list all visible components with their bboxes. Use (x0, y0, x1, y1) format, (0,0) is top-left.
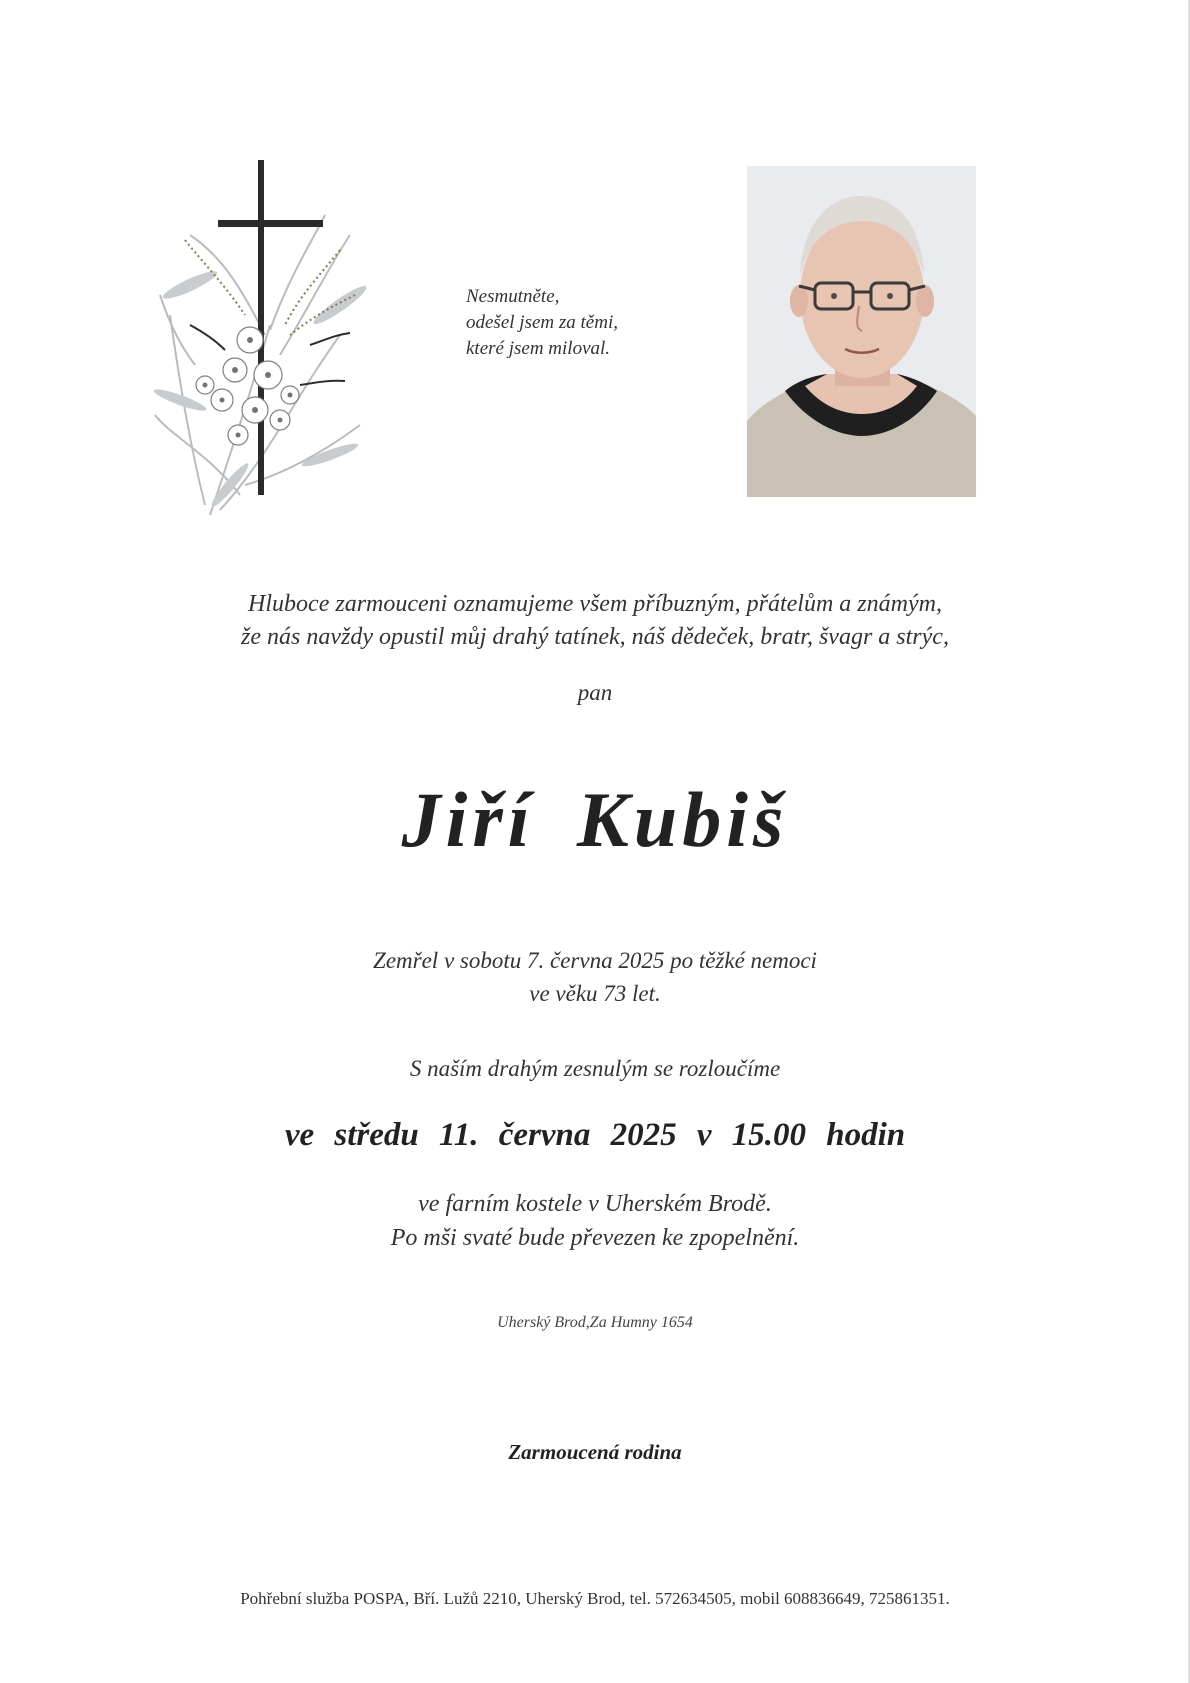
deceased-name: Jiří Kubiš (401, 776, 789, 863)
poem-line-3: které jsem miloval. (466, 338, 611, 359)
announcement-text (0, 588, 1190, 654)
poem-line-1: Nesmutněte, (466, 286, 560, 307)
salutation: pan (577, 680, 613, 705)
ceremony-datetime: ve středu 11. června 2025 v 15.00 hodin (284, 1117, 906, 1153)
place-line-2: Po mši svaté bude převezen ke zpopelnění. (390, 1225, 800, 1251)
poem-line-2: odešel jsem za těmi, (466, 312, 618, 333)
place-line-1: ve farním kostele v Uherském Brodě. (418, 1191, 772, 1217)
ceremony-place (0, 1187, 1190, 1255)
death-line-1: Zemřel v sobotu 7. června 2025 po těžké nemoci (373, 948, 817, 973)
death-info (0, 944, 1190, 1010)
announcement-line-2: že nás navždy opustil můj drahý tatínek, náš dědeček, bratr, švagr a strýc, (241, 624, 949, 650)
signature: Zarmoucená rodina (508, 1440, 682, 1464)
portrait-photo (747, 166, 976, 497)
announcement-line-1: Hluboce zarmouceni oznamujeme všem příbuzným, přátelům a známým, (248, 591, 942, 617)
family-address: Uherský Brod,Za Humny 1654 (497, 1314, 693, 1331)
farewell-intro: S naším drahým zesnulým se rozloučíme (409, 1056, 781, 1081)
funeral-service-footer: Pohřební služba POSPA, Bří. Lužů 2210, Uherský Brod, tel. 572634505, mobil 608836649, 725861351. (240, 1589, 950, 1608)
cross-with-flowers-icon (150, 155, 380, 525)
poem (466, 284, 618, 362)
death-line-2: ve věku 73 let. (529, 981, 661, 1006)
